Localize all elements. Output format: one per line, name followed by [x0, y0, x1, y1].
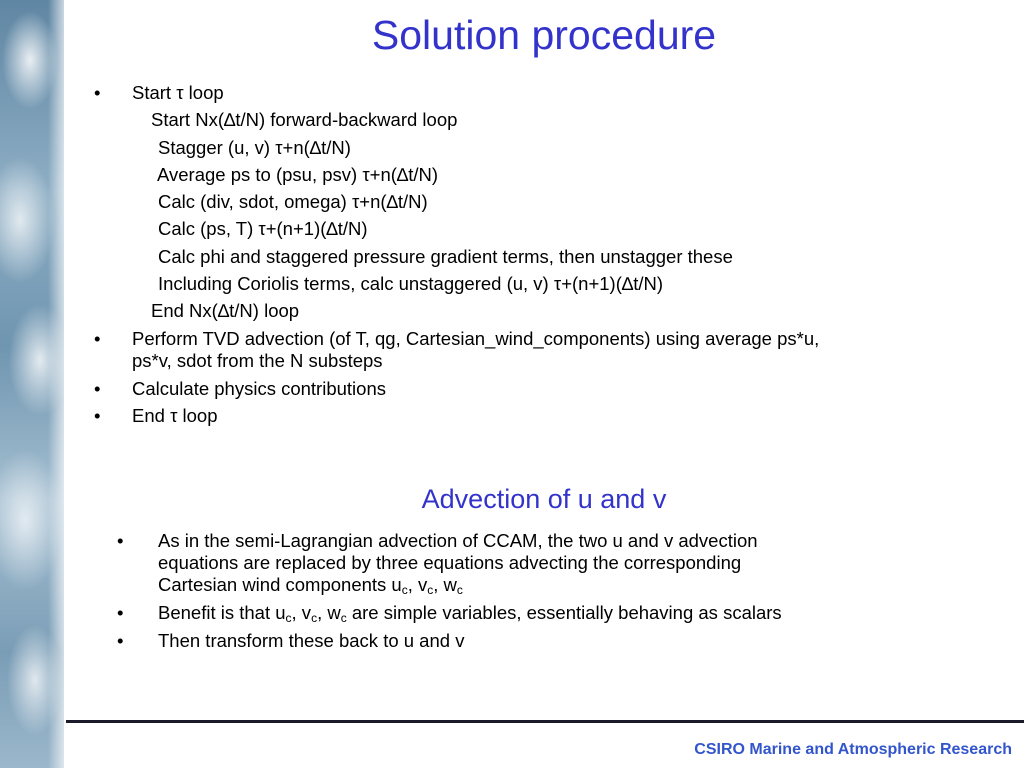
- wind-components-line: Cartesian wind components $u_c$, $v_c$, $w_c$: [158, 574, 463, 597]
- list-item-nx-end: End Nx(∆t/N) loop: [151, 300, 300, 322]
- list-item-coriolis: Including Coriolis terms, calc unstaggered (u, v) τ+(n+1)(∆t/N): [158, 273, 663, 295]
- list-item-end-loop: • End τ loop: [94, 402, 994, 429]
- tau-symbol: τ: [362, 163, 370, 185]
- tau-symbol: τ: [351, 191, 360, 213]
- list-item-tvd-advection: • Perform TVD advection (of T, qg, Cartesian_wind_components) using average ps*u, ps*v, sdot from the N substeps: [94, 327, 820, 371]
- list-item-calc-phi: Calc phi and staggered pressure gradient terms, then unstagger these: [158, 245, 733, 267]
- list-item-start-loop: • Start τ loop: [94, 79, 994, 106]
- sky-fade: [48, 0, 72, 768]
- section-subtitle: Advection of u and v: [421, 484, 667, 514]
- list-item-benefit: • Benefit is that $u_c$, $v_c$, $w_c$ are simple variables, essentially behaving as scalars: [117, 602, 782, 625]
- list-item-average: Average ps to (psu, psv) τ+n(∆t/N): [157, 163, 439, 185]
- advection-list: [117, 527, 997, 655]
- delta-symbol: ∆: [326, 218, 338, 240]
- bullet: •: [94, 327, 101, 349]
- footer-organization: CSIRO Marine and Atmospheric Research: [694, 741, 1012, 758]
- bullet: •: [117, 602, 124, 623]
- list-item-nx-start: Start Nx(∆t/N) forward-backward loop: [151, 109, 458, 131]
- delta-symbol: ∆: [223, 109, 236, 131]
- list-item-calc-ps: Calc (ps, T) τ+(n+1)(∆t/N): [158, 218, 368, 240]
- solution-procedure-list: [94, 79, 994, 429]
- list-item-calc-div: Calc (div, sdot, omega) τ+n(∆t/N): [158, 191, 428, 213]
- list-item-stagger: Stagger (u, v) τ+n(∆t/N): [158, 136, 351, 158]
- delta-symbol: ∆: [396, 163, 409, 185]
- slide-title: Solution procedure: [371, 12, 717, 58]
- bullet: •: [94, 404, 101, 426]
- list-item-physics: • Calculate physics contributions: [94, 375, 994, 402]
- tau-symbol: τ: [258, 218, 266, 240]
- footer-divider: [66, 720, 1024, 723]
- tau-symbol: τ: [176, 82, 184, 103]
- bullet: •: [117, 530, 124, 551]
- delta-symbol: ∆: [217, 300, 230, 322]
- list-item-semi-lagrangian: • As in the semi-Lagrangian advection of CCAM, the two u and v advection equations are replaced by three equations advecting the corresponding Cartesian wind components $u_c$, $v_c$, $w_c$: [117, 527, 997, 599]
- tau-symbol: τ: [553, 273, 562, 295]
- bullet: •: [94, 82, 101, 103]
- bullet: •: [117, 630, 124, 651]
- bullet: •: [94, 377, 101, 399]
- list-item-transform: • Then transform these back to u and v: [117, 630, 465, 651]
- tau-symbol: τ: [170, 404, 178, 426]
- delta-symbol: ∆: [386, 191, 398, 213]
- delta-symbol: ∆: [621, 273, 634, 295]
- tau-symbol: τ: [275, 136, 283, 158]
- delta-symbol: ∆: [309, 136, 322, 158]
